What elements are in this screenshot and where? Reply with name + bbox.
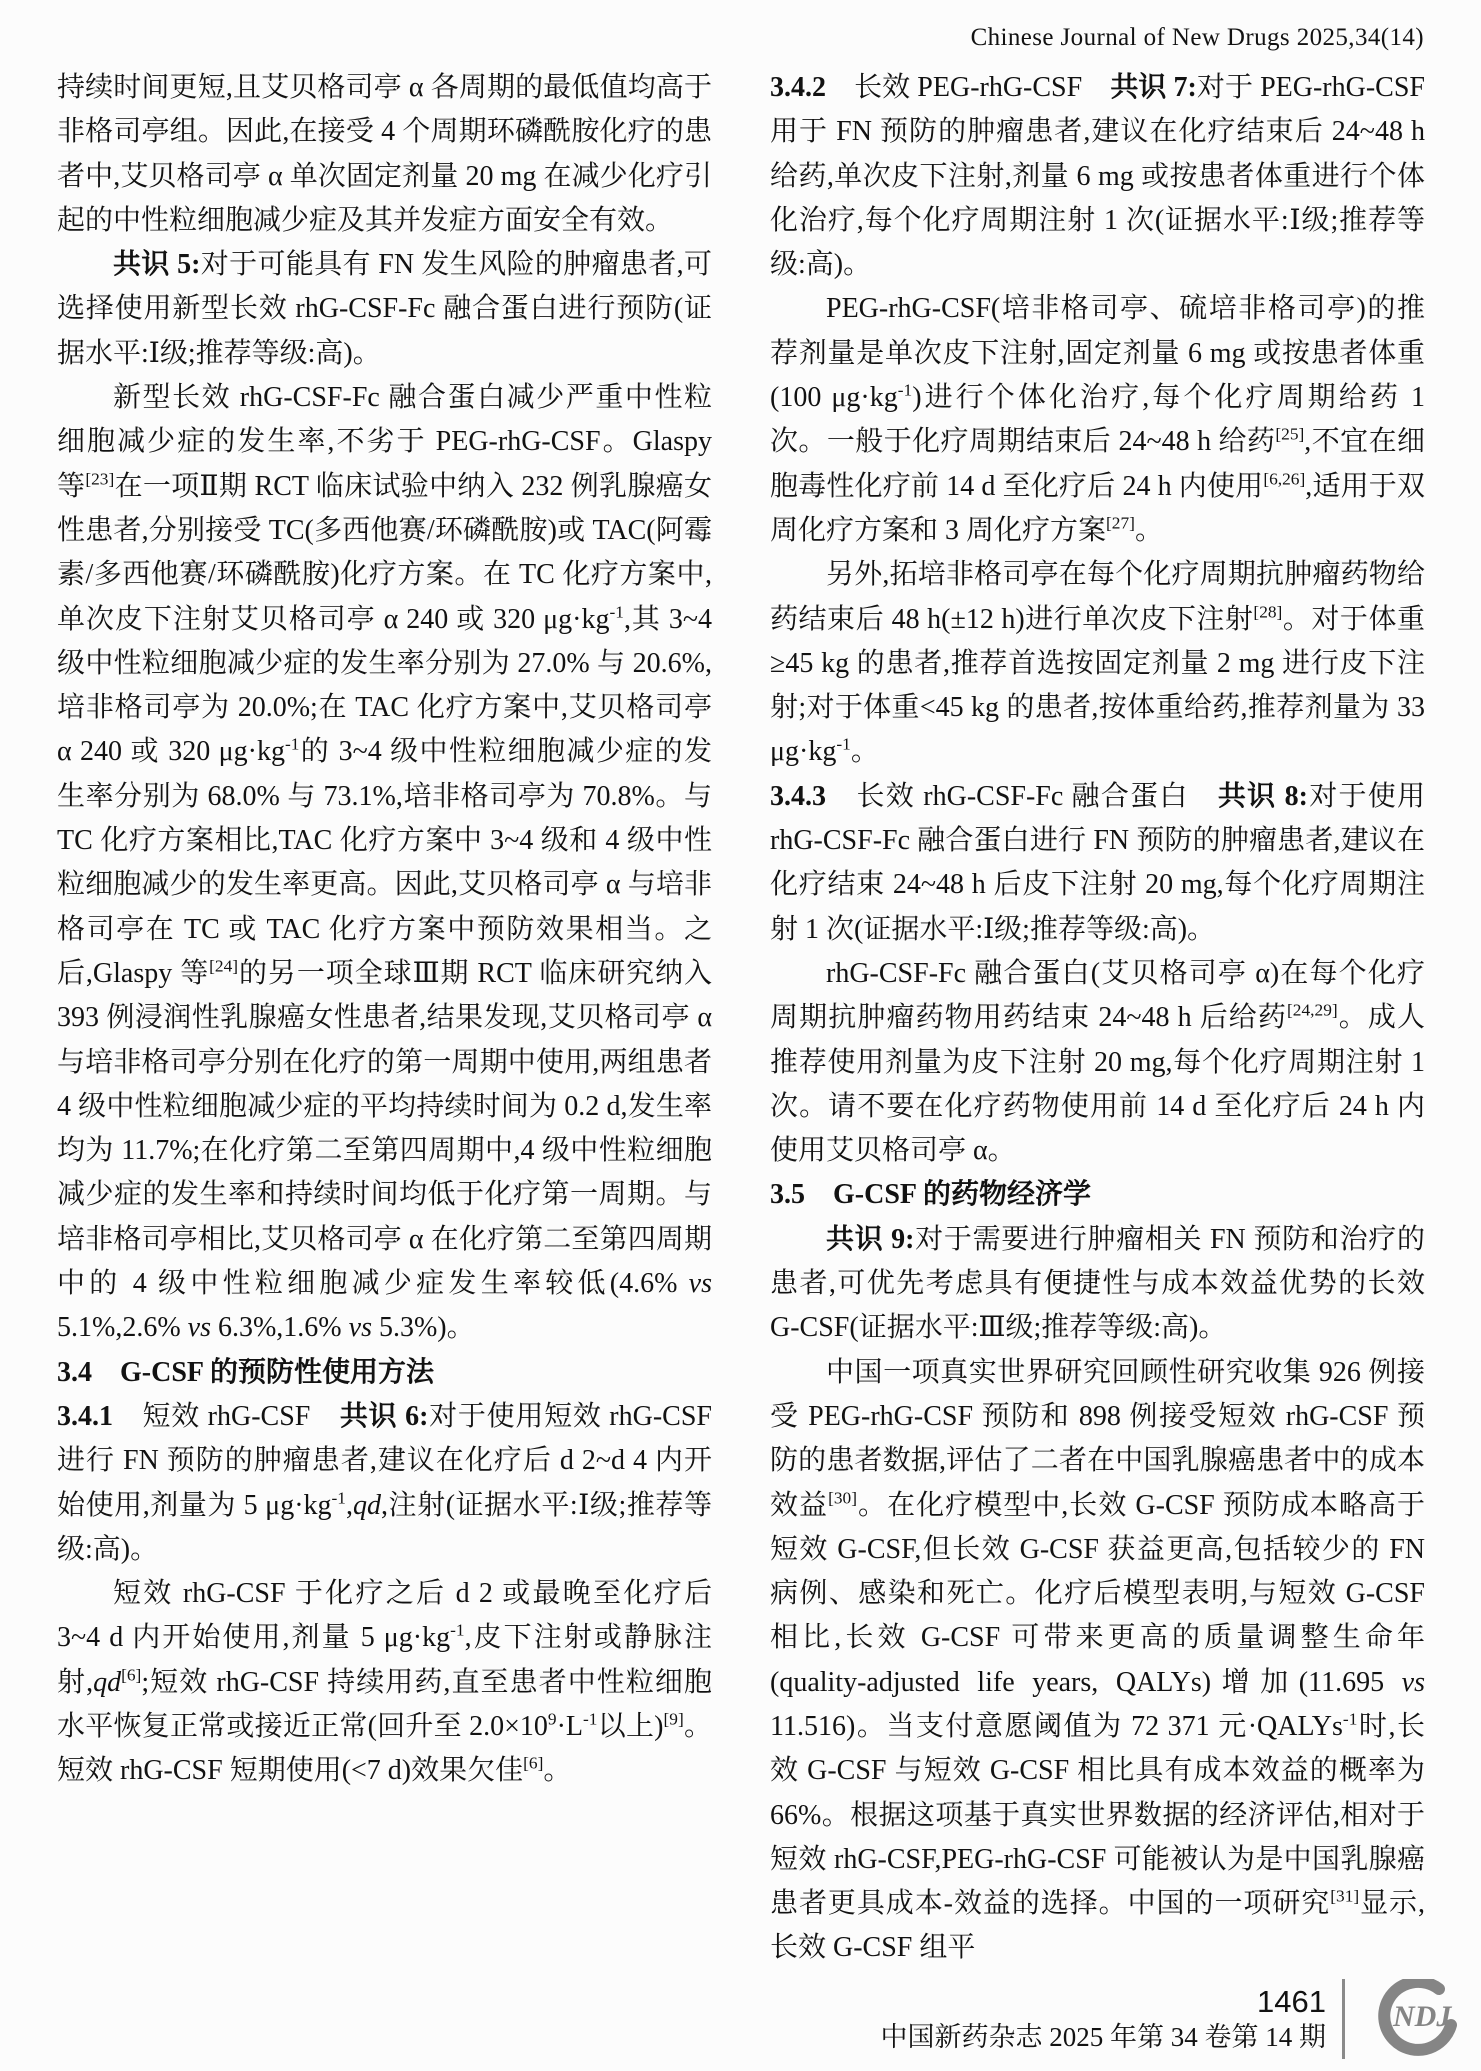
text-run: ;短效 rhG-CSF 持续用药,直至患者中性粒细胞水平恢复正常或接近正常(回升至 2.0×10 bbox=[57, 1666, 712, 1742]
text-run: ·L bbox=[556, 1710, 583, 1742]
text-run: 以上) bbox=[597, 1710, 664, 1742]
text-run: 。成人推荐使用剂量为皮下注射 20 mg,每个化疗周期注射 1 次。请不要在化疗药物使用前 14 d 至化疗后 24 h 内使用艾贝格司亭 α。 bbox=[770, 1002, 1425, 1167]
text-run: 的另一项全球Ⅲ期 RCT 临床研究纳入 393 例浸润性乳腺癌女性患者,结果发现,艾贝格司亭 α 与培非格司亭分别在化疗的第一周期中使用,两组患者 4 级中性粒细胞减少症的平均持续时间为 0.2 d,发生率均为 11.7%;在化疗第二至第四周期中,4 级中性粒细胞减少症的发生率和持续时间均低于化疗第一周期。与培非格司亭相比,艾贝格司亭 α 在化疗第二至第四周期中的 4 级中性粒细胞减少症发生率较低(4.6% bbox=[57, 957, 713, 1300]
paragraph bbox=[57, 1395, 712, 1572]
text-run: 5.1%,2.6% bbox=[57, 1312, 188, 1344]
footer-text-block bbox=[881, 1984, 1327, 2054]
text-run: -1 bbox=[897, 380, 913, 400]
text-run: [6] bbox=[121, 1665, 142, 1685]
text-run: 在一项Ⅱ期 RCT 临床试验中纳入 232 例乳腺癌女性患者,分别接受 TC(多西他赛/环磷酰胺)或 TAC(阿霉素/多西他赛/环磷酰胺)化疗方案。在 TC 化疗方案中,单次皮下注射艾贝格司亭 α 240 或 320 μg·kg bbox=[57, 470, 712, 635]
text-run: 。 bbox=[1134, 514, 1163, 546]
text-run: 。短效 rhG-CSF 短期使用(<7 d)效果欠佳 bbox=[57, 1710, 712, 1787]
text-run: [28] bbox=[1253, 602, 1283, 622]
text-run: 对于需要进行肿瘤相关 FN 预防和治疗的患者,可优先考虑具有便捷性与成本效益优势的长效 G-CSF(证据水平:Ⅲ级;推荐等级:高)。 bbox=[770, 1223, 1425, 1344]
text-run: ,不宜在细胞毒性化疗前 14 d 至化疗后 24 h 内使用 bbox=[770, 426, 1425, 502]
text-run: 对于 PEG-rhG-CSF 用于 FN 预防的肿瘤患者,建议在化疗结束后 24~48 h 给药,单次皮下注射,剂量 6 mg 或按患者体重进行个体化治疗,每个化疗周期注射 1 次(证据水平:Ⅰ级;推荐等级:高)。 bbox=[770, 72, 1425, 281]
text-run: [23] bbox=[85, 469, 115, 489]
text-run: vs bbox=[1401, 1666, 1425, 1698]
text-run: 6.3%,1.6% bbox=[210, 1312, 349, 1344]
text-run: 共识 6: bbox=[339, 1400, 429, 1432]
text-run: 中国一项真实世界研究回顾性研究收集 926 例接受 PEG-rhG-CSF 预防和 898 例接受短效 rhG-CSF 预防的患者数据,评估了二者在中国乳腺癌患者中的成本效益 bbox=[770, 1356, 1425, 1521]
text-run: -1 bbox=[609, 602, 624, 622]
text-run: 。对于体重≥45 kg 的患者,推荐首选按固定剂量 2 mg 进行皮下注射;对于体重<45 kg 的患者,按体重给药,推荐剂量为 33 μg·kg bbox=[770, 603, 1425, 768]
paragraph bbox=[770, 287, 1425, 553]
text-run: 。 bbox=[543, 1755, 572, 1787]
text-run: -1 bbox=[331, 1488, 346, 1508]
paragraph bbox=[57, 243, 712, 376]
header-journal-line: Chinese Journal of New Drugs 2025,34(14) bbox=[970, 24, 1424, 51]
text-run: 新型长效 rhG-CSF-Fc 融合蛋白减少严重中性粒细胞减少症的发生率,不劣于 PEG-rhG-CSF。Glaspy 等 bbox=[57, 382, 712, 502]
text-run: 的 3~4 级中性粒细胞减少症的发生率分别为 68.0% 与 73.1%,培非格司亭为 70.8%。与 TC 化疗方案相比,TAC 化疗方案中 3~4 级和 4 级中性粒细胞减少的发生率更高。因此,艾贝格司亭 α 与培非格司亭在 TC 或 TAC 化疗方案中预防效果相当。之后,Glaspy 等 bbox=[57, 736, 713, 989]
text-run: 共识 7: bbox=[1110, 72, 1197, 103]
paragraph bbox=[770, 1351, 1425, 1971]
text-run: 对于使用短效 rhG-CSF 进行 FN 预防的肿瘤患者,建议在化疗后 d 2~d 4 内开始使用,剂量为 5 μg·kg bbox=[57, 1400, 712, 1521]
text-run: 长效 rhG-CSF-Fc 融合蛋白 bbox=[826, 780, 1218, 812]
column-right bbox=[770, 66, 1425, 1971]
text-run: vs bbox=[688, 1268, 712, 1300]
paragraph bbox=[770, 952, 1425, 1173]
page-footer bbox=[881, 1979, 1464, 2059]
paragraph bbox=[770, 66, 1425, 287]
section-heading bbox=[770, 1173, 1425, 1217]
paragraph bbox=[770, 553, 1425, 774]
paragraph bbox=[57, 66, 712, 243]
text-run: vs bbox=[348, 1312, 372, 1344]
text-run: 3.4.1 bbox=[57, 1400, 113, 1432]
two-column-body bbox=[57, 66, 1425, 1971]
text-run: [6,26] bbox=[1263, 469, 1306, 489]
text-run: qd bbox=[352, 1489, 381, 1521]
text-run: 持续时间更短,且艾贝格司亭 α 各周期的最低值均高于非格司亭组。因此,在接受 4 个周期环磷酰胺化疗的患者中,艾贝格司亭 α 单次固定剂量 20 mg 在减少化疗引起的中性粒细胞减少症及其并发症方面安全有效。 bbox=[57, 72, 712, 236]
column-left bbox=[57, 66, 712, 1971]
text-run: 长效 PEG-rhG-CSF bbox=[826, 72, 1111, 103]
text-run: ,适用于双周化疗方案和 3 周化疗方案 bbox=[770, 470, 1425, 546]
text-run: 5.3%)。 bbox=[371, 1312, 475, 1344]
footer-divider bbox=[1342, 1979, 1345, 2059]
footer-journal-line: 中国新药杂志 2025 年第 34 卷第 14 期 bbox=[880, 2022, 1326, 2052]
text-run: [24,29] bbox=[1287, 1000, 1338, 1020]
section-heading bbox=[57, 1351, 712, 1395]
text-run: ,皮下注射或静脉注射, bbox=[57, 1622, 712, 1698]
text-run: 共识 9: bbox=[826, 1223, 915, 1255]
text-run: -1 bbox=[836, 735, 851, 755]
text-run: 另外,拓培非格司亭在每个化疗周期抗肿瘤药物给药结束后 48 h(±12 h)进行单次皮下注射 bbox=[770, 559, 1425, 635]
text-run: 3.4.2 bbox=[770, 72, 826, 103]
text-run: -1 bbox=[583, 1709, 598, 1729]
text-run: rhG-CSF-Fc 融合蛋白(艾贝格司亭 α)在每个化疗周期抗肿瘤药物用药结束 24~48 h 后给药 bbox=[770, 957, 1425, 1034]
text-run: -1 bbox=[1342, 1709, 1358, 1729]
text-run: -1 bbox=[450, 1621, 465, 1641]
text-run: 短效 rhG-CSF bbox=[113, 1400, 340, 1432]
paragraph bbox=[57, 1572, 712, 1793]
text-run: 3.5 G-CSF 的药物经济学 bbox=[770, 1179, 1091, 1211]
text-run: 共识 5: bbox=[113, 249, 201, 281]
text-run: 时,长效 G-CSF 与短效 G-CSF 相比具有成本效益的概率为 66%。根据这项基于真实世界数据的经济评估,相对于短效 rhG-CSF,PEG-rhG-CSF 可能被认为是中国乳腺癌患者更具成本-效益的选择。中国的一项研究 bbox=[770, 1710, 1425, 1920]
text-run: )进行个体化治疗,每个化疗周期给药 1 次。一般于化疗周期结束后 24~48 h 给药 bbox=[770, 382, 1425, 458]
text-run: PEG-rhG-CSF(培非格司亭、硫培非格司亭)的推荐剂量是单次皮下注射,固定剂量 6 mg 或按患者体重(100 μg·kg bbox=[770, 293, 1425, 414]
text-run: vs bbox=[187, 1312, 211, 1344]
text-run: [30] bbox=[828, 1488, 857, 1508]
text-run: [27] bbox=[1106, 513, 1135, 533]
text-run: ,注射(证据水平:Ⅰ级;推荐等级:高)。 bbox=[57, 1489, 712, 1565]
paragraph bbox=[57, 376, 712, 1351]
text-run: 显示,长效 G-CSF 组平 bbox=[770, 1888, 1425, 1964]
text-run: [24] bbox=[209, 956, 239, 976]
svg-text:NDJ: NDJ bbox=[1393, 2000, 1452, 2033]
text-run: 对于可能具有 FN 发生风险的肿瘤患者,可选择使用新型长效 rhG-CSF-Fc 融合蛋白进行预防(证据水平:Ⅰ级;推荐等级:高)。 bbox=[57, 249, 713, 369]
journal-logo-icon bbox=[1359, 1979, 1463, 2059]
text-run: [6] bbox=[523, 1753, 544, 1773]
text-run: -1 bbox=[284, 735, 300, 755]
text-run: 对于使用 rhG-CSF-Fc 融合蛋白进行 FN 预防的肿瘤患者,建议在化疗结束 24~48 h 后皮下注射 20 mg,每个化疗周期注射 1 次(证据水平:Ⅰ级;推荐等级:高)。 bbox=[770, 780, 1426, 945]
page-number: 1461 bbox=[1257, 1984, 1326, 2019]
text-run: 短效 rhG-CSF 于化疗之后 d 2 或最晚至化疗后 3~4 d 内开始使用,剂量 5 μg·kg bbox=[57, 1578, 712, 1654]
paragraph bbox=[770, 1218, 1425, 1351]
text-run: ,其 3~4 级中性粒细胞减少症的发生率分别为 27.0% 与 20.6%,培非格司亭为 20.0%;在 TAC 化疗方案中,艾贝格司亭 α 240 或 320 μg·kg bbox=[57, 603, 712, 768]
text-run: 3.4.3 bbox=[770, 780, 826, 812]
text-run: [9] bbox=[663, 1709, 684, 1729]
text-run: 。在化疗模型中,长效 G-CSF 预防成本略高于短效 G-CSF,但长效 G-CSF 获益更高,包括较少的 FN 病例、感染和死亡。化疗后模型表明,与短效 G-CSF 相比,长效 G-CSF 可带来更高的质量调整生命年(quality-adjusted life years, QALYs)增加(11.695 bbox=[770, 1489, 1425, 1698]
text-run: 。 bbox=[850, 736, 879, 768]
text-run: 3.4 G-CSF 的预防性使用方法 bbox=[57, 1356, 434, 1388]
text-run: 11.516)。当支付意愿阈值为 72 371 元·QALYs bbox=[770, 1710, 1343, 1742]
text-run: qd bbox=[93, 1666, 122, 1698]
text-run: [25] bbox=[1275, 425, 1305, 445]
text-run: 共识 8: bbox=[1217, 780, 1308, 812]
text-run: [31] bbox=[1330, 1886, 1360, 1906]
text-run: , bbox=[345, 1489, 353, 1521]
paragraph bbox=[770, 775, 1425, 952]
text-run: 9 bbox=[547, 1709, 557, 1729]
